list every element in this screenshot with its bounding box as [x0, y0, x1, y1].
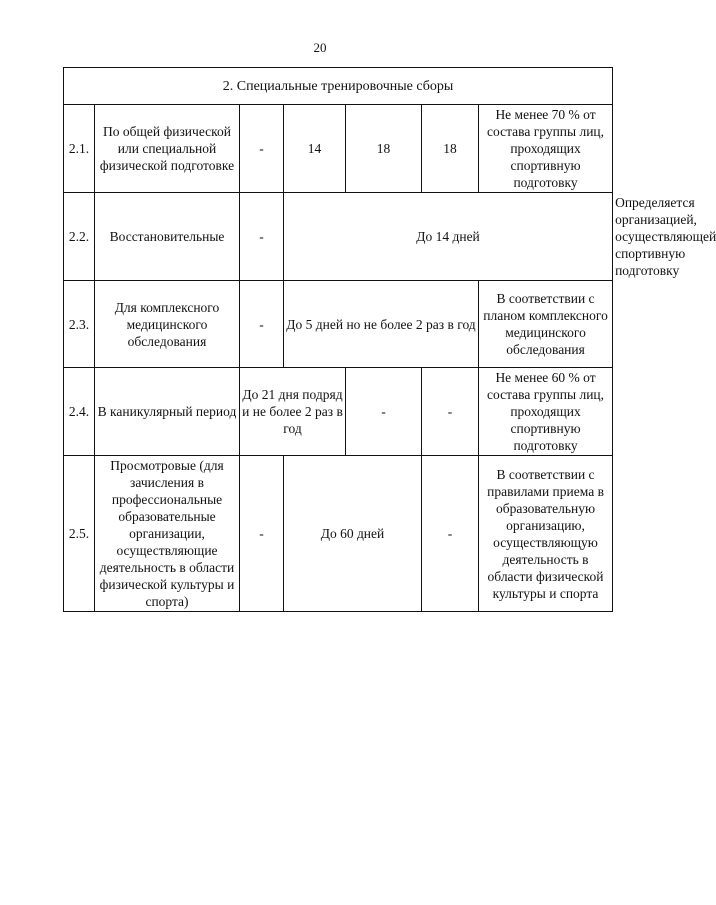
section-title: 2. Специальные тренировочные сборы	[64, 68, 613, 105]
participant-note: В соответствии с планом комплексного медицинского обследования	[479, 281, 613, 368]
participant-note: Не менее 60 % от состава группы лиц, проходящих спортивную подготовку	[479, 368, 613, 456]
page-number: 20	[313, 40, 327, 55]
cell-value: -	[240, 456, 284, 612]
table-row	[64, 105, 613, 193]
table-row: 2.2. Восстановительные - До 14 дней Определяется организацией, осуществляющей спортивную подготовку	[64, 193, 613, 281]
section-header-row	[64, 68, 613, 105]
row-number: 2.2.	[64, 193, 95, 281]
cell-value: 18	[346, 105, 422, 193]
duration-span: До 14 дней	[284, 193, 613, 281]
table-row	[64, 456, 613, 612]
training-camps-table	[63, 67, 716, 612]
cell-value: -	[346, 368, 422, 456]
table-row	[64, 281, 613, 368]
cell-value: 18	[422, 105, 479, 193]
cell-value: -	[240, 281, 284, 368]
participant-note: В соответствии с правилами приема в образовательную организацию, осуществляющую деятельность в области физической культуры и спорта	[479, 456, 613, 612]
row-number: 2.3.	[64, 281, 95, 368]
duration-span: До 5 дней но не более 2 раз в год	[284, 281, 479, 368]
camp-type: По общей физической или специальной физической подготовке	[95, 105, 240, 193]
cell-value: 14	[284, 105, 346, 193]
row-number: 2.1.	[64, 105, 95, 193]
row-number: 2.5.	[64, 456, 95, 612]
cell-value: -	[240, 193, 284, 281]
table-row	[64, 368, 613, 456]
duration-span: До 60 дней	[284, 456, 422, 612]
row-number: 2.4.	[64, 368, 95, 456]
cell-value: -	[422, 456, 479, 612]
cell-value: -	[240, 105, 284, 193]
camp-type: В каникулярный период	[95, 368, 240, 456]
cell-value: -	[422, 368, 479, 456]
camp-type: Восстановительные	[95, 193, 240, 281]
duration-span: До 21 дня подряд и не более 2 раз в год	[240, 368, 346, 456]
participant-note: Не менее 70 % от состава группы лиц, проходящих спортивную подготовку	[479, 105, 613, 193]
camp-type: Просмотровые (для зачисления в профессиональные образовательные организации, осуществляющие деятельность в области физической культуры и спорта)	[95, 456, 240, 612]
camp-type: Для комплексного медицинского обследования	[95, 281, 240, 368]
